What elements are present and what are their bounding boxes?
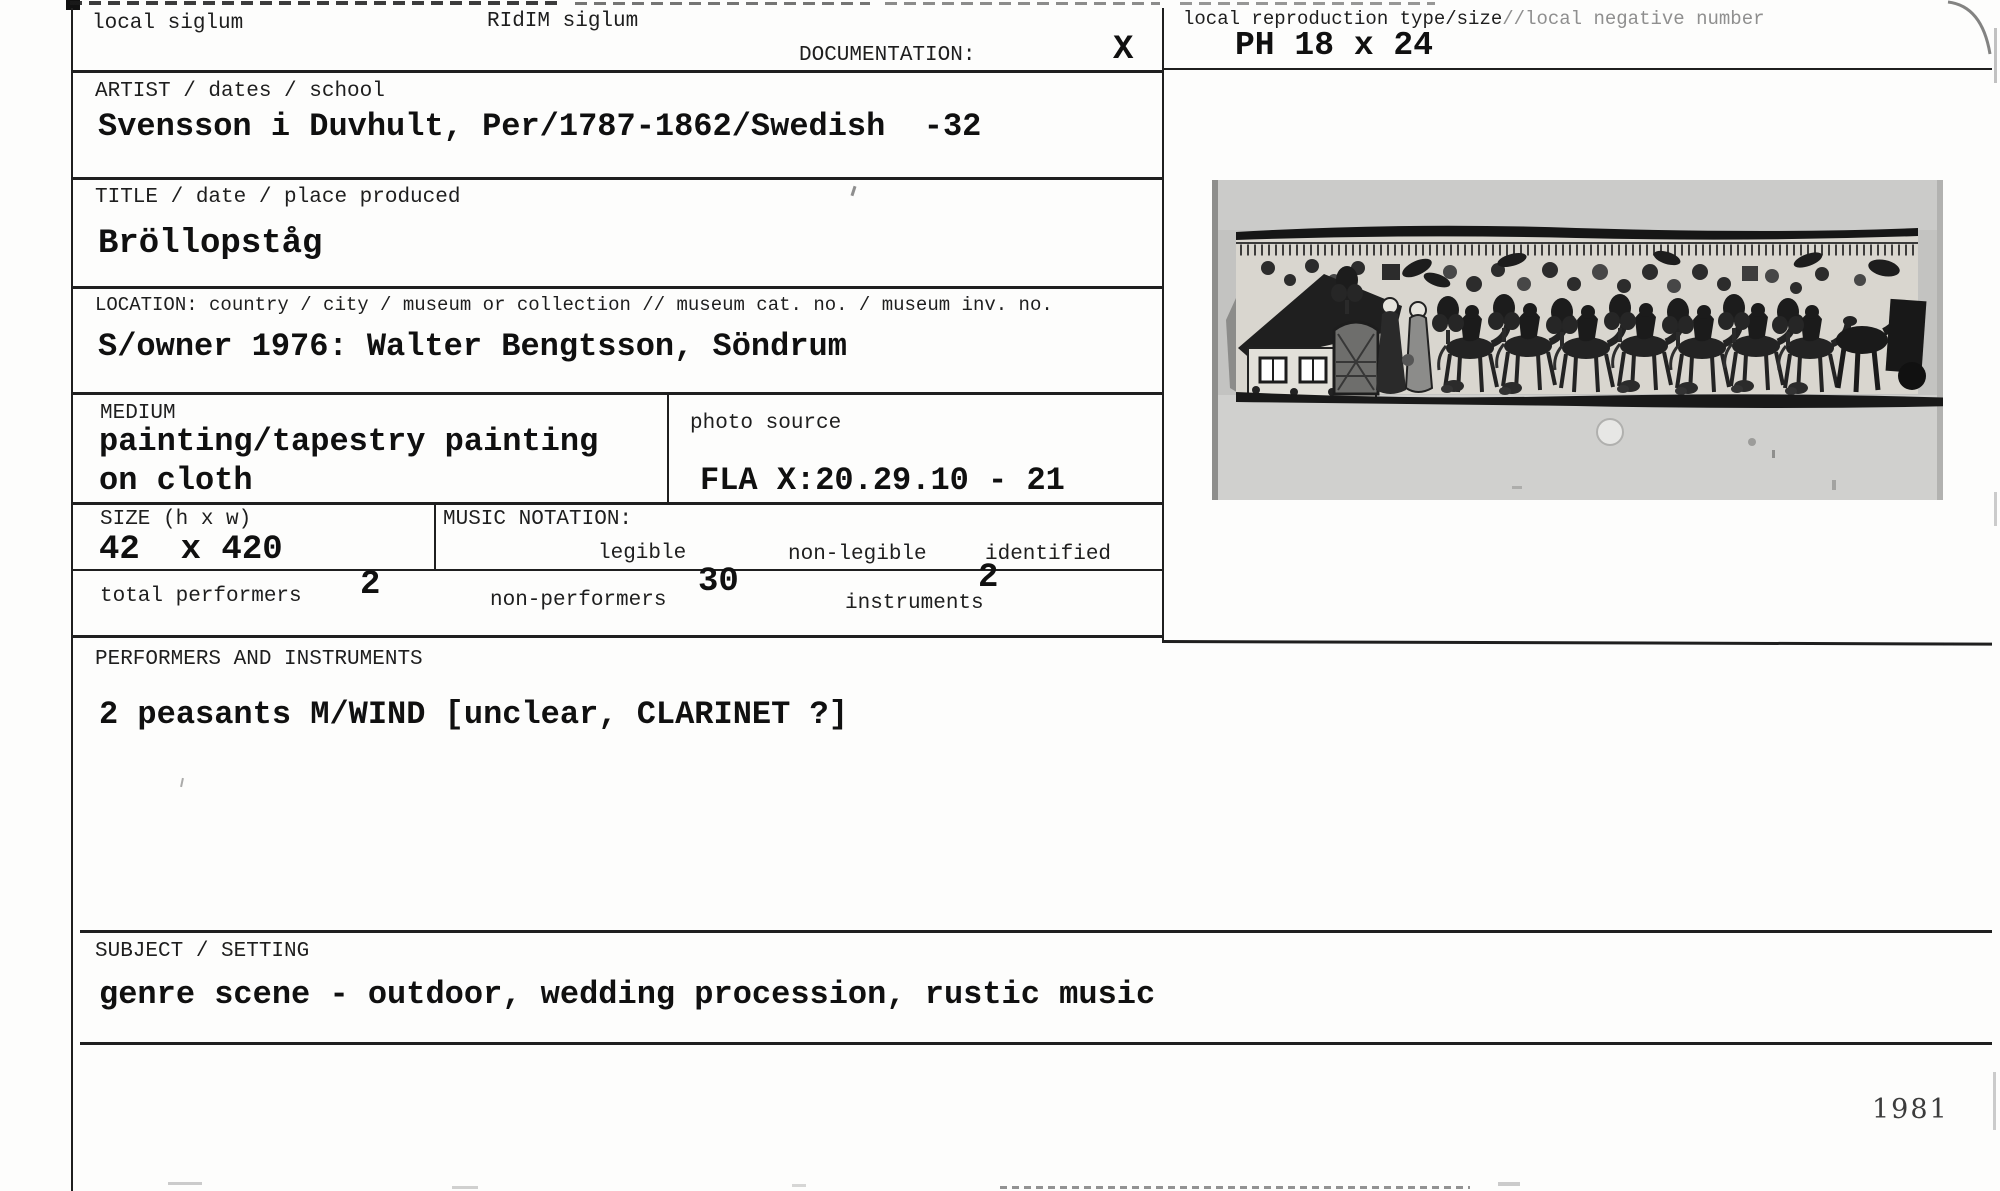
line-artist-bottom: [72, 177, 1162, 180]
instruments-value: 2: [978, 559, 999, 597]
title-label: TITLE / date / place produced: [95, 186, 461, 209]
scan-top-edge: [1180, 2, 1435, 5]
line-subject-bottom: [80, 1042, 1992, 1045]
line-medium-bottom: [72, 502, 1162, 505]
divider-size-music: [434, 503, 436, 570]
reproduction-label-main: local reproduction type/size: [1183, 8, 1503, 30]
music-notation-option-legible: legible: [598, 542, 687, 565]
scan-bottom-edge: [1000, 1186, 1470, 1189]
photo-source-label: photo source: [690, 412, 842, 435]
scan-right-edge: [1994, 28, 1997, 83]
line-header-bottom: [72, 70, 1162, 73]
documentation-value: X: [1113, 31, 1134, 69]
artist-value: Svensson i Duvhult, Per/1787-1862/Swedish -32: [98, 108, 982, 145]
size-value: 42 x 420: [99, 531, 283, 569]
reproduction-value: PH 18 x 24: [1235, 27, 1434, 64]
music-notation-option-identified: identified: [985, 543, 1112, 566]
medium-value-line1: painting/tapestry painting: [99, 423, 599, 460]
performers-label: PERFORMERS AND INSTRUMENTS: [95, 648, 423, 671]
subject-value: genre scene - outdoor, wedding procession, rustic music: [99, 976, 1156, 1013]
line-location-bottom: [72, 392, 1162, 395]
medium-label: MEDIUM: [100, 402, 176, 425]
ridim-siglum-label: RIdIM siglum: [487, 10, 639, 33]
scan-pen-mark: [1938, 0, 2000, 60]
size-label: SIZE (h x w): [100, 508, 252, 531]
photo-source-value: FLA X:20.29.10 - 21: [700, 462, 1065, 499]
line-header-bottom-right: [1164, 68, 1992, 70]
scan-bottom-speck: [1498, 1182, 1520, 1186]
music-notation-label: MUSIC NOTATION:: [443, 508, 633, 531]
non-performers-value: 30: [698, 563, 739, 601]
total-performers-label: total performers: [100, 585, 302, 608]
scan-bottom-speck: [452, 1186, 478, 1189]
music-notation-option-non-legible: non-legible: [788, 543, 927, 566]
scan-speck: [851, 186, 857, 196]
documentation-label: DOCUMENTATION:: [799, 44, 976, 67]
scan-right-edge: [1993, 1072, 1996, 1130]
reproduction-label-faint: //local negative number: [1502, 8, 1765, 30]
subject-label: SUBJECT / SETTING: [95, 940, 310, 963]
divider-form-photo: [1162, 8, 1164, 640]
line-counts-bottom: [72, 635, 1162, 638]
location-value: S/owner 1976: Walter Bengtsson, Söndrum: [98, 328, 847, 365]
scan-top-edge: [575, 2, 870, 5]
line-title-bottom: [72, 286, 1162, 289]
non-performers-label: non-performers: [490, 589, 667, 612]
scan-right-edge: [1994, 492, 1997, 526]
card-left-border: [71, 8, 73, 1191]
year-stamp: 1981: [1872, 1094, 1949, 1125]
artist-label: ARTIST / dates / school: [95, 80, 385, 103]
scan-top-edge: [70, 1, 560, 5]
location-label: LOCATION: country / city / museum or collection // museum cat. no. / museum inv. no.: [95, 294, 1053, 316]
instruments-label: instruments: [845, 592, 984, 615]
scan-bottom-speck: [792, 1184, 806, 1187]
tapestry-photo: [1212, 180, 1943, 500]
line-subject-top: [80, 930, 1992, 933]
scan-speck: [180, 778, 184, 787]
local-siglum-label: local siglum: [92, 12, 244, 35]
performers-value: 2 peasants M/WIND [unclear, CLARINET ?]: [99, 696, 848, 733]
scan-top-edge: [885, 2, 1160, 5]
line-photo-bottom: [1162, 640, 1992, 646]
divider-medium-photosource: [667, 393, 669, 503]
scan-bottom-speck: [168, 1182, 202, 1185]
total-performers-value: 2: [360, 566, 381, 604]
medium-value-line2: on cloth: [99, 462, 253, 499]
title-value: Bröllopståg: [98, 225, 323, 263]
